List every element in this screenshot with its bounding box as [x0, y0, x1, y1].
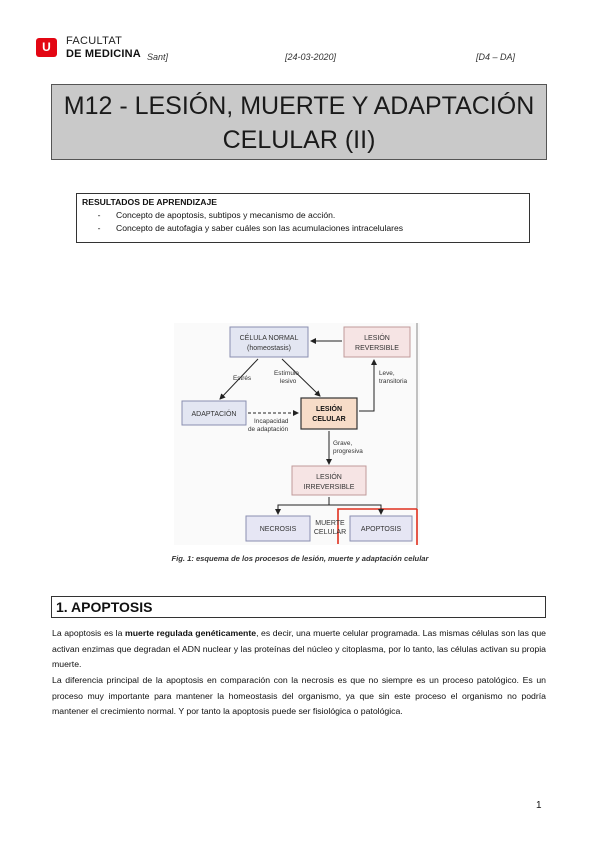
- learning-result-item: [82, 223, 524, 233]
- university-logo: U: [36, 38, 57, 57]
- stress-label: Estrés: [233, 375, 252, 382]
- section-heading: 1. APOPTOSIS: [51, 596, 546, 618]
- apoptosis-label: APOPTOSIS: [360, 526, 402, 533]
- header-group: [D4 – DA]: [476, 52, 516, 62]
- cell-death-label: MUERTE: [315, 520, 345, 527]
- list-dash: -: [97, 223, 101, 233]
- learning-result-text: Concepto de autofagia y saber cuáles son las acumulaciones intracelulares: [116, 223, 404, 233]
- box-normal-cell: [230, 327, 308, 357]
- severe-label: Grave,: [333, 440, 353, 447]
- title-line-1: M12 - LESIÓN, MUERTE Y ADAPTACIÓN: [63, 92, 535, 120]
- page-number: 1: [536, 800, 542, 811]
- learning-results-box: [76, 193, 530, 243]
- faculty-name-line1: FACULTAT: [66, 35, 123, 47]
- cell-injury-diagram: [174, 323, 420, 545]
- irreversible-label: LESIÓN: [316, 474, 342, 481]
- paragraph-2: La diferencia principal de la apoptosis en comparación con la necrosis es que no siempre es un proceso patológico. Es un proceso muy importante para mantener la homeostasis del organismo, ya que sin este proceso el organismo no podría mantener el crecimiento normal. Y por tanto la apoptosis puede ser fisiológica o patológica.: [52, 675, 546, 717]
- cell-injury-sublabel: CELULAR: [312, 416, 346, 423]
- mild-sublabel: transitoria: [379, 378, 408, 385]
- reversible-label: LESIÓN: [364, 335, 390, 342]
- stimulus-sublabel: lesivo: [280, 378, 297, 385]
- learning-results-heading: RESULTADOS DE APRENDIZAJE: [82, 197, 217, 207]
- paragraph-1-end: , es decir, una muerte celular programada. Las mismas células son las que activan enzimas que degradan el ADN nuclear y las proteínas del núcleo y citoplasma, por lo tanto, las células activan su propia muerte.: [52, 628, 546, 670]
- figure-caption: Fig. 1: esquema de los procesos de lesión, muerte y adaptación celular: [171, 554, 429, 563]
- reversible-sublabel: REVERSIBLE: [355, 345, 399, 352]
- learning-result-item: [82, 210, 524, 220]
- learning-result-text: Concepto de apoptosis, subtipos y mecanismo de acción.: [116, 210, 336, 220]
- document-title: [51, 84, 547, 160]
- mild-label: Leve,: [379, 370, 395, 377]
- list-dash: -: [97, 210, 101, 220]
- adaptation-label: ADAPTACIÓN: [191, 411, 237, 418]
- box-reversible-injury: [344, 327, 410, 357]
- paragraph-1-start: La apoptosis es la: [52, 628, 125, 638]
- box-cell-injury: [301, 398, 357, 429]
- normal-cell-label: CÉLULA NORMAL: [239, 335, 299, 342]
- title-line-2: CELULAR (II): [222, 126, 376, 154]
- inability-label: Incapacidad: [254, 418, 289, 425]
- header-date: [24-03-2020]: [285, 52, 337, 62]
- cell-death-sublabel: CELULAR: [313, 529, 347, 536]
- necrosis-label: NECROSIS: [259, 526, 297, 533]
- paragraph-1: [52, 626, 546, 673]
- header-author: Sant]: [147, 52, 169, 62]
- severe-sublabel: progresiva: [333, 448, 363, 455]
- inability-sublabel: de adaptación: [248, 426, 289, 433]
- stimulus-label: Estímulo: [274, 370, 299, 377]
- cell-injury-label: LESIÓN: [315, 406, 343, 413]
- paragraph-1-bold: muerte regulada genéticamente: [124, 628, 257, 638]
- faculty-name-line2: DE MEDICINA: [66, 48, 141, 60]
- normal-cell-sublabel: (homeostasis): [247, 345, 291, 352]
- irreversible-sublabel: IRREVERSIBLE: [303, 484, 355, 491]
